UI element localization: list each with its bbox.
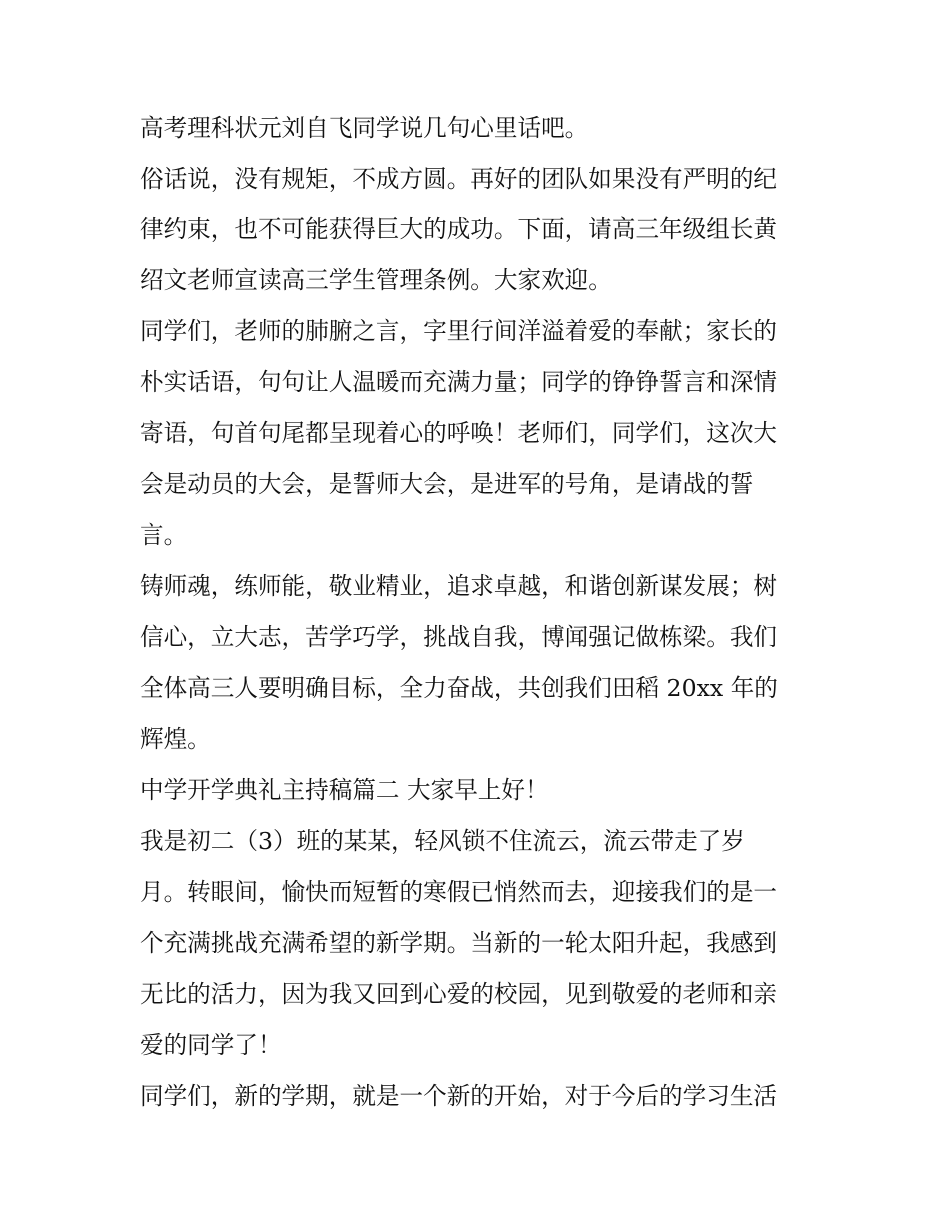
- section-heading: 中学开学典礼主持稿篇二 大家早上好！: [140, 776, 549, 804]
- text-line: 言。: [140, 521, 188, 549]
- text-line: 会是动员的大会，是誓师大会，是进军的号角，是请战的誓: [140, 470, 754, 498]
- text-line: 个充满挑战充满希望的新学期。当新的一轮太阳升起，我感到: [140, 929, 778, 957]
- text-line: 爱的同学了！: [140, 1031, 282, 1059]
- text-line: 同学们，新的学期，就是一个新的开始，对于今后的学习生活: [140, 1082, 778, 1110]
- text-line: 俗话说，没有规矩，不成方圆。再好的团队如果没有严明的纪: [140, 165, 778, 193]
- text-line: 律约束，也不可能获得巨大的成功。下面，请高三年级组长黄: [140, 215, 778, 243]
- text-line: 信心，立大志，苦学巧学，挑战自我，博闻强记做栋梁。我们: [140, 623, 778, 651]
- text-line: 高考理科状元刘自飞同学说几句心里话吧。: [140, 114, 589, 142]
- text-line: 我是初二（3）班的某某，轻风锁不住流云，流云带走了岁: [140, 827, 745, 855]
- text-line: 铸师魂，练师能，敬业精业，追求卓越，和谐创新谋发展；树: [140, 572, 778, 600]
- text-line: 月。转眼间，愉快而短暂的寒假已悄然而去，迎接我们的是一: [140, 878, 778, 906]
- text-line: 全体高三人要明确目标，全力奋战，共创我们田稻 20xx 年的: [140, 674, 778, 702]
- text-line: 无比的活力，因为我又回到心爱的校园，见到敬爱的老师和亲: [140, 980, 778, 1008]
- text-line: 寄语，句首句尾都呈现着心的呼唤！老师们，同学们，这次大: [140, 419, 778, 447]
- text-line: 朴实话语，句句让人温暖而充满力量；同学的铮铮誓言和深情: [140, 368, 778, 396]
- text-line: 辉煌。: [140, 725, 211, 753]
- text-line: 同学们，老师的肺腑之言，字里行间洋溢着爱的奉献；家长的: [140, 317, 778, 345]
- text-line: 绍文老师宣读高三学生管理条例。大家欢迎。: [140, 266, 612, 294]
